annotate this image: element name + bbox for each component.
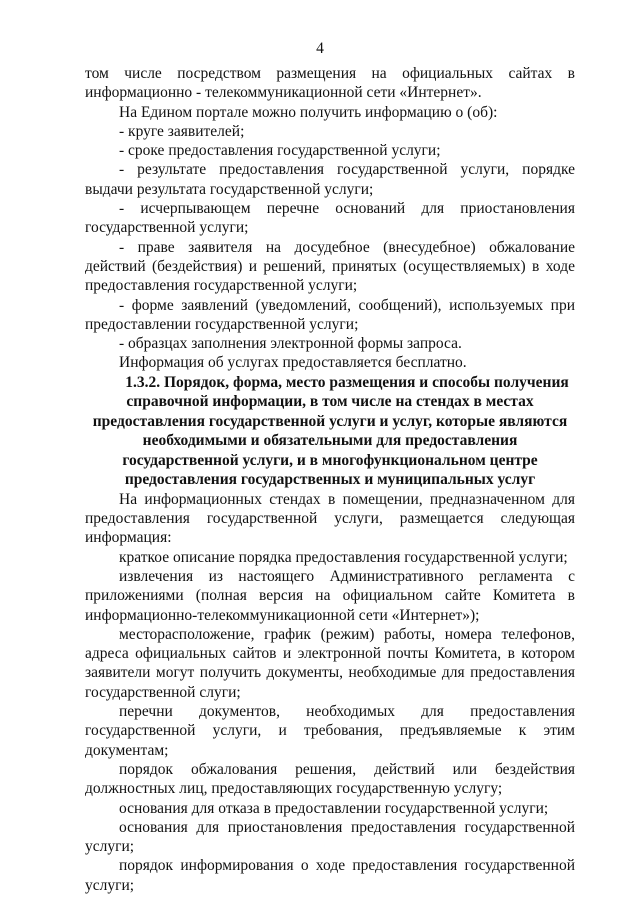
paragraph: извлечения из настоящего Административного регламента с приложениями (полная версия на официальном сайте Комитета в информационно-телекоммуникационной сети «Интернет»);: [85, 567, 575, 624]
paragraph: На информационных стендах в помещении, предназначенном для предоставления государственной услуги, размещается следующая информация:: [85, 490, 575, 547]
paragraph: основания для отказа в предоставлении государственной услуги;: [119, 799, 549, 817]
page-number: 4: [316, 40, 324, 57]
list-item: - сроке предоставления государственной услуги;: [119, 142, 441, 160]
paragraph: краткое описание порядка предоставления государственной услуги;: [119, 548, 568, 566]
paragraph: На Едином портале можно получить информацию о (об):: [119, 103, 498, 121]
paragraph: том числе посредством размещения на официальных сайтах в информационно - телекоммуникационной сети «Интернет».: [85, 65, 575, 102]
list-item: - исчерпывающем перечне оснований для приостановления государственной услуги;: [85, 200, 575, 237]
paragraph: порядок обжалования решения, действий или бездействия должностных лиц, предоставляющих государственную услугу;: [85, 760, 575, 798]
paragraph: Информация об услугах предоставляется бесплатно.: [119, 354, 467, 372]
section-heading: 1.3.2. Порядок, форма, место размещения и способы получения справочной информации, в том числе на стендах в местах предоставления государственной услуги и услуг, которые являются необходимыми и обязательными для предоставления государственной услуги, и в многофункциональном центре предоставления государственных и муниципальных услуг: [92, 373, 569, 489]
document-body: [85, 64, 575, 895]
list-item: - результате предоставления государственной услуги, порядке выдачи результата государственной услуги;: [85, 161, 575, 198]
list-item: - круге заявителей;: [119, 122, 245, 140]
paragraph: порядок информирования о ходе предоставления государственной услуги;: [85, 857, 575, 894]
list-item: - праве заявителя на досудебное (внесудебное) обжалование действий (бездействия) и решений, принятых (осуществляемых) в ходе предоставления государственной услуги;: [85, 238, 575, 295]
paragraph: перечни документов, необходимых для предоставления государственной услуги, и требования, предъявляемые к этим документам;: [85, 703, 575, 759]
list-item: - образцах заполнения электронной формы запроса.: [119, 335, 462, 353]
list-item: - форме заявлений (уведомлений, сообщений), используемых при предоставлении государственной услуги;: [85, 296, 575, 333]
paragraph: месторасположение, график (режим) работы, номера телефонов, адреса официальных сайтов и электронной почты Комитета, в котором заявители могут получить документы, необходимые для предоставления государственной слуги;: [85, 625, 575, 701]
paragraph: основания для приостановления предоставления государственной услуги;: [85, 818, 575, 856]
